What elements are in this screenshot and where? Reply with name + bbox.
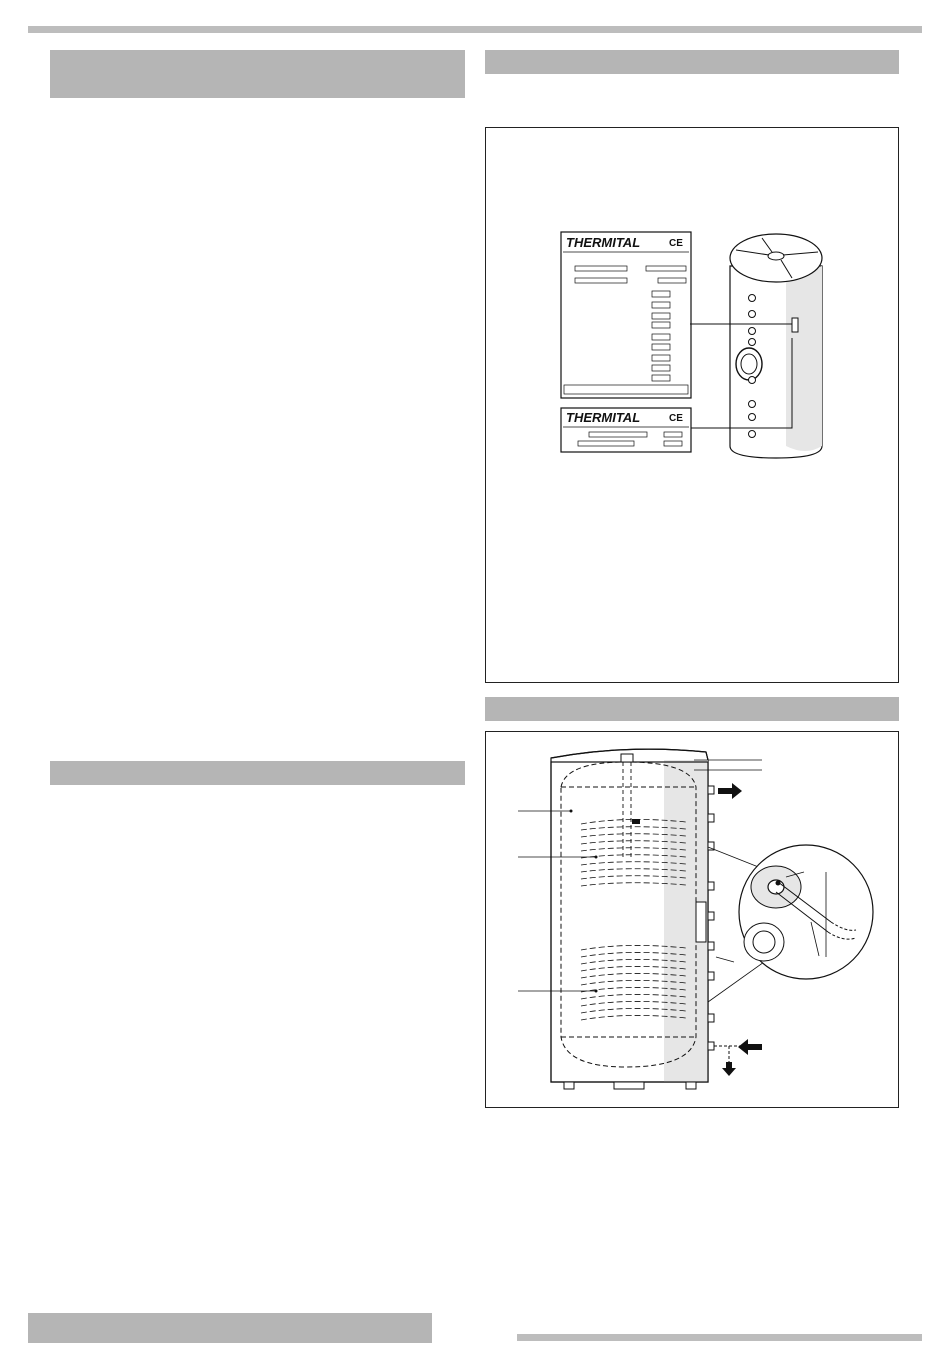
right-subsection-header	[485, 697, 899, 721]
main-nameplate	[561, 232, 691, 398]
main-plate-brand: THERMITAL	[566, 235, 641, 250]
figure-nameplate-panel	[485, 127, 899, 683]
top-rule	[28, 26, 922, 33]
small-nameplate	[561, 408, 691, 452]
footer-left-bar	[28, 1313, 432, 1343]
tank-section-figure	[486, 732, 898, 1107]
nameplate-figure	[486, 128, 898, 682]
right-section-header	[485, 50, 899, 74]
footer-right-rule	[517, 1334, 922, 1341]
storage-tank	[690, 234, 822, 458]
small-plate-brand: THERMITAL	[566, 410, 641, 425]
left-section-header	[50, 50, 465, 98]
left-subsection-header	[50, 761, 465, 785]
figure-tank-section-panel	[485, 731, 899, 1108]
main-plate-ce-mark: CE	[669, 238, 683, 249]
small-plate-ce-mark: CE	[669, 413, 683, 424]
